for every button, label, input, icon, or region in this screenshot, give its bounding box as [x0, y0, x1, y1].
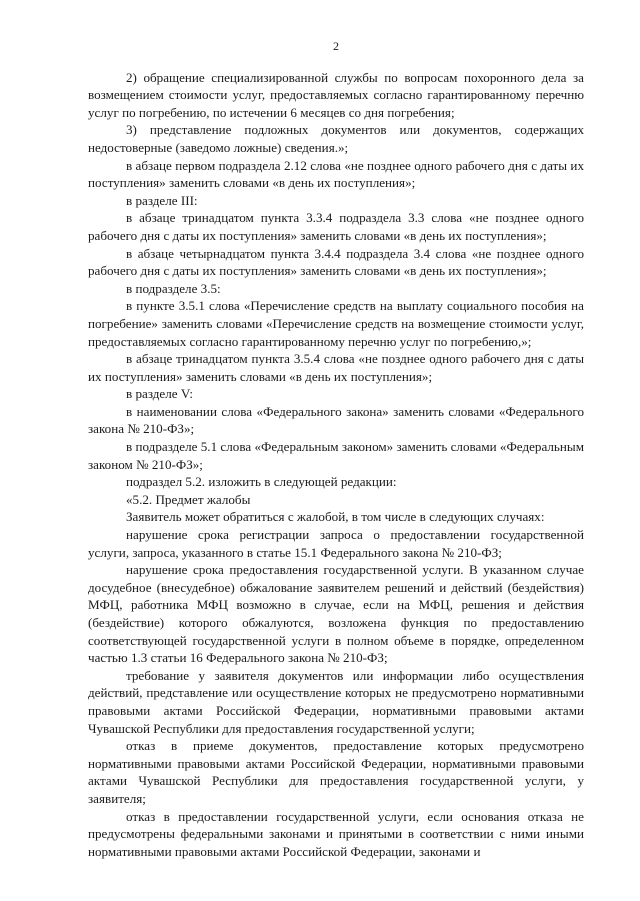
paragraph-13: подраздел 5.2. изложить в следующей редакции: [126, 474, 397, 490]
paragraph-20: отказ в предоставлении государственной услуги, если основания отказа не предусмотрены федеральными законами и принятыми в соответствии с ними иными нормативными правовыми актами Российской Федерации, законами и [88, 808, 584, 859]
paragraph-12: в подразделе 5.1 слова «Федеральным законом» заменить словами «Федеральным законом № 210-ФЗ»; [88, 439, 584, 472]
paragraph-15: Заявитель может обратиться с жалобой, в том числе в следующих случаях: [126, 509, 545, 525]
paragraph-5: в абзаце тринадцатом пункта 3.3.4 подраздела 3.3 слова «не позднее одного рабочего дня с даты их поступления» заменить словами «в день их поступления»; [88, 210, 584, 243]
page-number: 2 [333, 39, 339, 53]
paragraph-6: в абзаце четырнадцатом пункта 3.4.4 подраздела 3.4 слова «не позднее одного рабочего дня с даты их поступления» заменить словами «в день их поступления»; [88, 245, 584, 279]
paragraph-2: 3) представление подложных документов или документов, содержащих недостоверные (заведомо ложные) сведения.»; [88, 122, 584, 155]
paragraph-10: в разделе V: [126, 386, 193, 402]
paragraph-16: нарушение срока регистрации запроса о предоставлении государственной услуги, запроса, указанного в статье 15.1 Федерального закона № 210-ФЗ; [88, 527, 584, 560]
paragraph-18: требование у заявителя документов или информации либо осуществления действий, представление или осуществление которых не предусмотрено нормативными правовыми актами Российской Федерации, нормативными правовыми актами Чувашской Республики для предоставления государственной услуги; [88, 667, 584, 736]
paragraph-1: 2) обращение специализированной службы по вопросам похоронного дела за возмещением стоимости услуг, предоставляемых согласно гарантированному перечню услуг по погребению, по истечении 6 месяцев со дня погребения; [88, 69, 584, 120]
paragraph-9: в абзаце тринадцатом пункта 3.5.4 слова «не позднее одного рабочего дня с даты их поступления» заменить словами «в день их поступления»; [88, 351, 584, 384]
paragraph-11: в наименовании слова «Федерального закона» заменить словами «Федерального закона № 210-ФЗ»; [88, 403, 584, 437]
paragraph-7: в подразделе 3.5: [126, 280, 221, 296]
paragraph-3: в абзаце первом подраздела 2.12 слова «не позднее одного рабочего дня с даты их поступления» заменить словами «в день их поступления»; [88, 157, 584, 191]
paragraph-4: в разделе III: [126, 192, 198, 208]
paragraph-8: в пункте 3.5.1 слова «Перечисление средств на выплату социального пособия на погребение» заменить словами «Перечисление средств на возмещение стоимости услуг, предоставляемых согласно гарантированному перечню услуг по погребению,»; [88, 298, 584, 349]
paragraph-17: нарушение срока предоставления государственной услуги. В указанном случае досудебное (внесудебное) обжалование заявителем решений и действий (бездействия) МФЦ, работника МФЦ возможно в случае, если на МФЦ, решения и действия (бездействие) которого обжалуются, возложена функция по предоставлению соответствующей государственной услуги в полном объеме в порядке, определенном частью 1.3 статьи 16 Федерального закона № 210-ФЗ; [88, 562, 584, 666]
paragraph-19: отказ в приеме документов, предоставление которых предусмотрено нормативными правовыми актами Российской Федерации, нормативными правовыми актами Чувашской Республики для предоставления государственной услуги, у заявителя; [88, 738, 584, 806]
section-heading-5-2: «5.2. Предмет жалобы [126, 491, 251, 507]
